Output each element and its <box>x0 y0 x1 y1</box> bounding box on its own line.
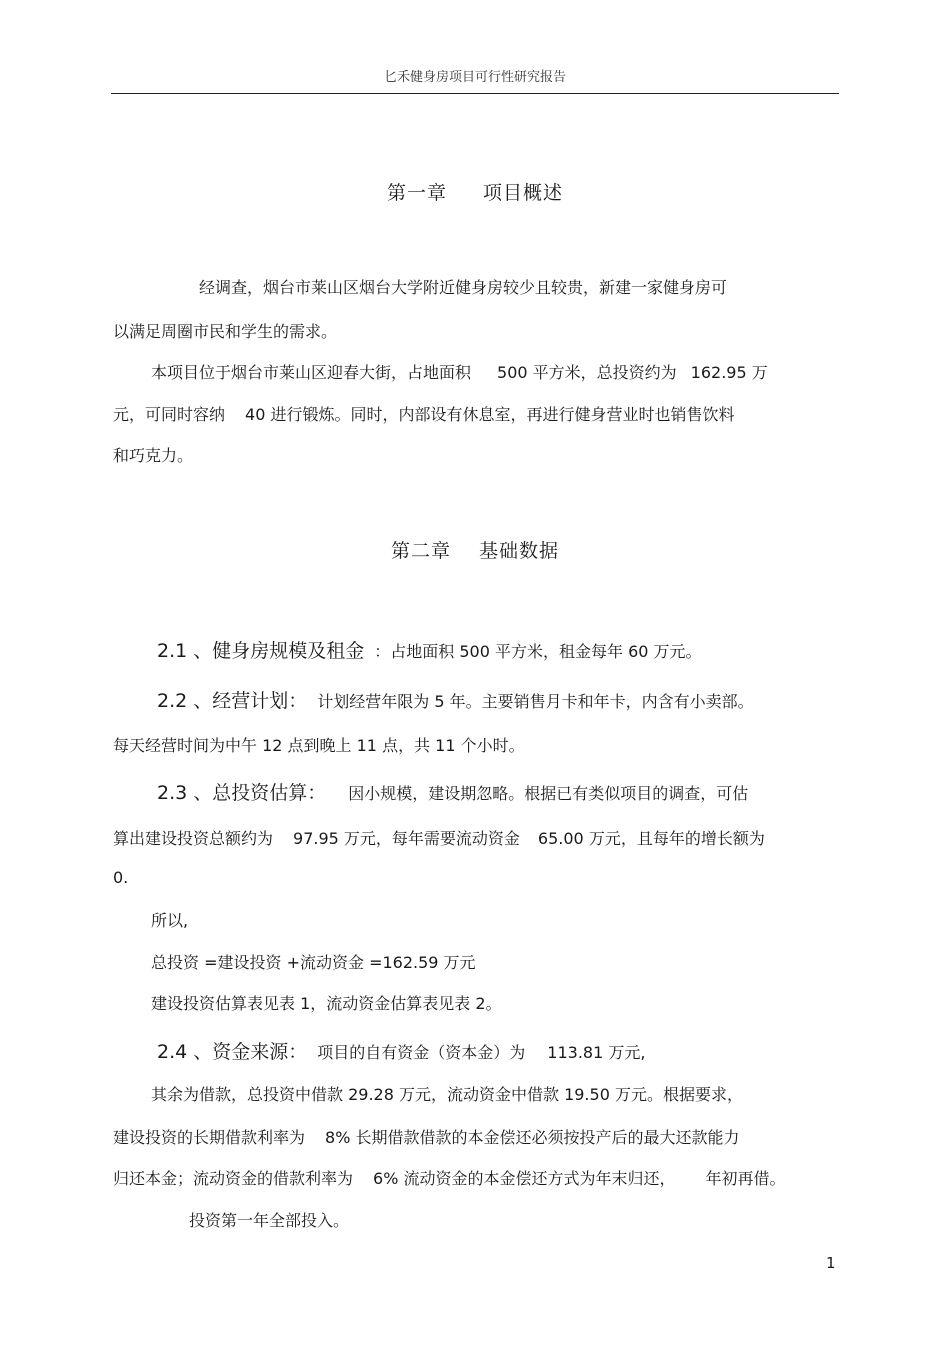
chapter-2-number: 第二章 <box>390 540 451 562</box>
section-2-3-text: 因小规模，建设期忽略。根据已有类似项目的调查，可估 <box>348 784 749 803</box>
section-2-4-heading: 2.4 、资金来源： <box>157 1041 308 1063</box>
section-2-2-text: 计划经营年限为 5 年。主要销售月卡和年卡，内含有小卖部。 <box>317 692 754 711</box>
section-2-1-heading: 2.1 、健身房规模及租金 <box>157 640 365 662</box>
section-2-3-line3: 0. <box>113 868 129 887</box>
chapter-1-heading <box>0 178 950 205</box>
section-2-4-line3: 建设投资的长期借款利率为 8% 长期借款借款的本金偿还必须按投产后的最大还款能力 <box>113 1128 740 1147</box>
section-2-4-line2: 其余为借款，总投资中借款 29.28 万元，流动资金中借款 19.50 万元。根据要求， <box>151 1085 743 1104</box>
section-2-2 <box>157 686 754 713</box>
section-2-2-heading: 2.2 、经营计划： <box>157 690 308 712</box>
chapter-1-number: 第一章 <box>386 182 447 204</box>
section-2-4-line4: 归还本金；流动资金的借款利率为 6% 流动资金的本金偿还方式为年末归还， 年初再借。 <box>113 1169 786 1188</box>
section-2-1-text: ：占地面积 500 平方米，租金每年 60 万元。 <box>374 642 702 661</box>
page-number: 1 <box>826 1254 836 1272</box>
section-2-3-line2: 算出建设投资总额约为 97.95 万元，每年需要流动资金 65.00 万元，且每年的增长额为 <box>113 829 765 848</box>
chapter-1-title: 项目概述 <box>483 182 564 204</box>
ch1-para2-line2: 元，可同时容纳 40 进行锻炼。同时，内部设有休息室，再进行健身营业时也销售饮料 <box>113 405 735 424</box>
total-investment-formula: 总投资 =建设投资 +流动资金 =162.59 万元 <box>151 953 476 972</box>
section-2-4: 2.4 、资金来源： 项目的自有资金（资本金）为 113.81 万元, <box>157 1041 646 1063</box>
ch1-para1-line1: 经调查，烟台市莱山区烟台大学附近健身房较少且较贵，新建一家健身房可 <box>199 278 728 297</box>
ch1-para1-line2: 以满足周圈市民和学生的需求。 <box>113 322 338 341</box>
chapter-2-heading <box>0 536 950 563</box>
so-line: 所以, <box>151 911 189 930</box>
ch1-para2-line1: 本项目位于烟台市莱山区迎春大街，占地面积 500 平方米，总投资约为 162.95 万 <box>151 363 768 382</box>
chapter-2-title: 基础数据 <box>479 540 560 562</box>
ch1-para2-line3: 和巧克力。 <box>113 446 194 465</box>
running-header: 匕禾健身房项目可行性研究报告 <box>383 70 566 85</box>
section-2-4-line5: 投资第一年全部投入。 <box>189 1211 350 1230</box>
section-2-2-line2: 每天经营时间为中午 12 点到晚上 11 点，共 11 个小时。 <box>113 736 525 755</box>
header-rule <box>111 93 839 94</box>
section-2-3 <box>157 778 748 805</box>
tables-reference: 建设投资估算表见表 1，流动资金估算表见表 2。 <box>151 994 502 1013</box>
section-2-4-text: 项目的自有资金（资本金）为 <box>317 1043 526 1062</box>
section-2-3-heading: 2.3 、总投资估算： <box>157 782 327 804</box>
section-2-1 <box>157 636 702 663</box>
